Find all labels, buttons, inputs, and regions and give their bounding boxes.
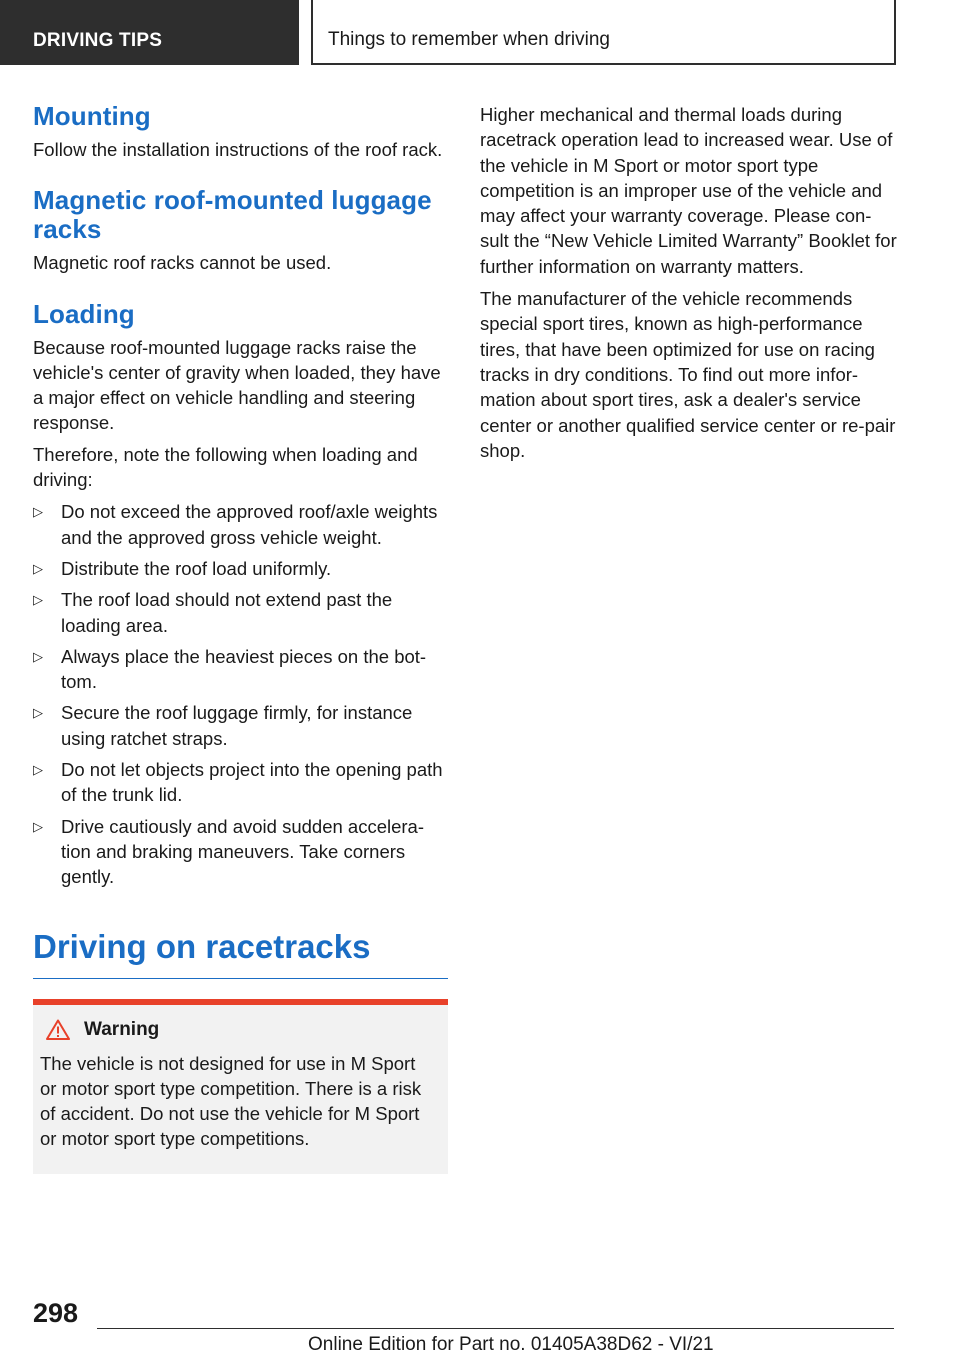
footer-divider	[97, 1328, 894, 1329]
sport-tires-paragraph: The manufacturer of the vehicle recommends special sport tires, known as high-performance tires, that have been optimized for use on racing tracks in dry conditions. To find out more infor-mation about sport tires, ask a dealer's service center or another qualified service center or re-pair shop.	[480, 288, 896, 461]
warning-label: Warning	[84, 1018, 160, 1040]
left-column	[33, 102, 448, 1174]
warning-header	[46, 1019, 436, 1041]
triangle-bullet-icon: ▷	[33, 592, 43, 608]
footer-edition: Online Edition for Part no. 01405A38D62 - VI/21	[308, 1334, 714, 1355]
warning-box	[33, 999, 448, 1174]
page-number: 298	[33, 1298, 79, 1328]
racetracks-heading: Driving on racetracks	[33, 928, 448, 979]
triangle-bullet-icon: ▷	[33, 648, 43, 664]
list-item: ▷ Drive cautiously and avoid sudden accelera-tion and braking maneuvers. Take corners gently.	[33, 815, 425, 888]
list-item: ▷ Distribute the roof load uniformly.	[33, 556, 448, 581]
list-item: ▷ Secure the roof luggage firmly, for instance using ratchet straps.	[33, 702, 413, 749]
triangle-bullet-icon: ▷	[33, 504, 43, 520]
loading-heading: Loading	[33, 298, 135, 329]
header-chapter-label: Things to remember when driving	[328, 29, 610, 50]
list-item: ▷ Do not let objects project into the opening path of the trunk lid.	[33, 759, 443, 806]
list-item: ▷ Always place the heaviest pieces on the bot-tom.	[33, 645, 427, 693]
header-section-tab	[0, 0, 299, 65]
mounting-text: Follow the installation instructions of the roof rack.	[33, 139, 443, 160]
loading-bullet-list	[33, 499, 448, 889]
triangle-bullet-icon: ▷	[33, 762, 43, 778]
triangle-bullet-icon: ▷	[33, 705, 43, 721]
warning-text: The vehicle is not designed for use in M Sport or motor sport type competition. There is a risk of accident. Do not use the vehicle for M Sport or motor sport type competitions.	[40, 1052, 422, 1150]
list-item: ▷ Do not exceed the approved roof/axle weights and the approved gross vehicle weight.	[33, 501, 438, 548]
warning-triangle-icon	[46, 1019, 70, 1040]
magnetic-racks-text: Magnetic roof racks cannot be used.	[33, 252, 332, 274]
triangle-bullet-icon: ▷	[33, 560, 43, 576]
header-section-label: DRIVING TIPS	[33, 30, 163, 51]
list-item: ▷ The roof load should not extend past the loading area.	[33, 589, 393, 636]
loading-text-1: Because roof-mounted luggage racks raise the vehicle's center of gravity when loaded, they have a major effect on vehicle handling and steering response.	[33, 336, 441, 434]
racetrack-wear-paragraph: Higher mechanical and thermal loads during racetrack operation lead to increased wear. Use of the vehicle in M Sport or motor sport type competition is an improper use of the vehicle and may affect your warranty coverage. Please con-sult the “New Vehicle Limited Warranty” Booklet for further information on warranty matters.	[480, 104, 897, 277]
header-chapter-tab	[311, 0, 896, 65]
magnetic-racks-heading: Magnetic roof-mounted luggage racks	[33, 185, 432, 245]
right-column	[480, 102, 900, 463]
mounting-heading: Mounting	[33, 101, 151, 131]
loading-text-2: Therefore, note the following when loading and driving:	[33, 443, 418, 491]
triangle-bullet-icon: ▷	[33, 818, 43, 834]
